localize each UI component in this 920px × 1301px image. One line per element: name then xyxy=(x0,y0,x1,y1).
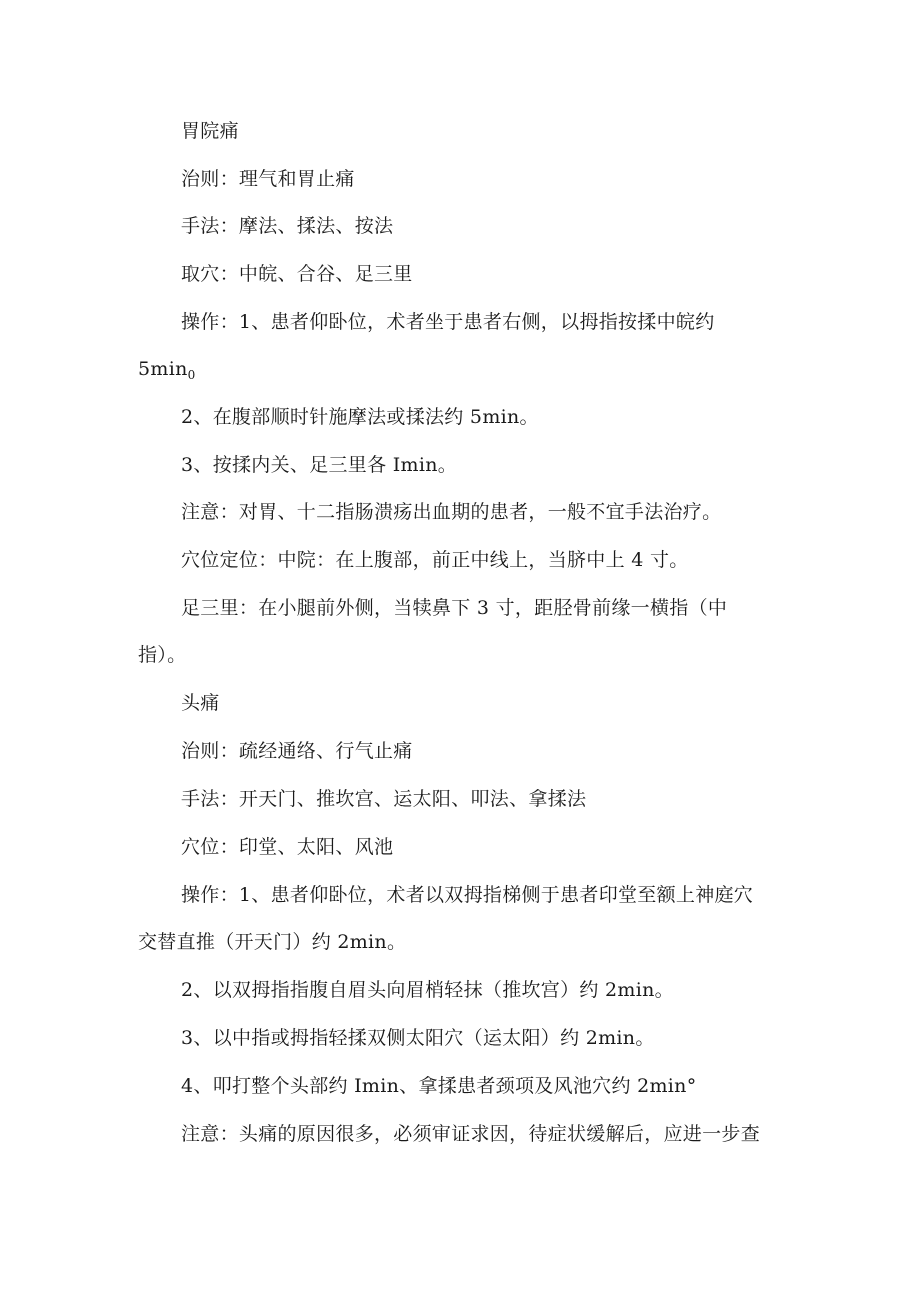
duration-text: 5min xyxy=(138,358,188,380)
caution-note: 注意：对胃、十二指肠溃疡出血期的患者，一般不宜手法治疗。 xyxy=(181,501,722,523)
operation-step-4: 4、叩打整个头部约 Imin、拿揉患者颈项及风池穴约 2min° xyxy=(181,1075,697,1097)
operation-step-2: 2、以双拇指指腹自眉头向眉梢轻抹（推坎宫）约 2min。 xyxy=(181,979,674,1001)
point-location-zhongwan: 穴位定位：中院：在上腹部，前正中线上，当脐中上 4 寸。 xyxy=(181,549,689,571)
technique: 手法：开天门、推坎宫、运太阳、叩法、拿揉法 xyxy=(181,788,587,810)
operation-step-3: 3、以中指或拇指轻揉双侧太阳穴（运太阳）约 2min。 xyxy=(181,1027,655,1049)
operation-step-1: 操作：1、患者仰卧位，术者坐于患者右侧，以拇指按揉中皖约 xyxy=(181,311,715,333)
operation-step-2: 2、在腹部顺时针施摩法或揉法约 5min。 xyxy=(181,406,539,428)
section-title-headache: 头痛 xyxy=(181,692,220,714)
treatment-principle: 治则：理气和胃止痛 xyxy=(181,168,355,190)
operation-step-1-continued: 交替直推（开天门）约 2min。 xyxy=(138,931,407,953)
operation-step-3: 3、按揉内关、足三里各 Imin。 xyxy=(181,454,458,476)
subscript-text: 0 xyxy=(187,368,196,382)
point-location-zusanli: 足三里：在小腿前外侧，当犊鼻下 3 寸，距胫骨前缘一横指（中 xyxy=(181,597,728,619)
operation-step-1-continued xyxy=(138,357,196,387)
treatment-principle: 治则：疏经通络、行气止痛 xyxy=(181,740,413,762)
acupoints: 取穴：中皖、合谷、足三里 xyxy=(181,263,413,285)
point-location-zusanli-continued: 指）。 xyxy=(138,644,187,666)
section-title-stomach-pain: 胃院痛 xyxy=(181,120,239,142)
operation-step-1: 操作：1、患者仰卧位，术者以双拇指梯侧于患者印堂至额上神庭穴 xyxy=(181,884,754,906)
acupoints: 穴位：印堂、太阳、风池 xyxy=(181,836,394,858)
technique: 手法：摩法、揉法、按法 xyxy=(181,215,394,237)
caution-note: 注意：头痛的原因很多，必须审证求因，待症状缓解后，应进一步查 xyxy=(181,1123,761,1145)
